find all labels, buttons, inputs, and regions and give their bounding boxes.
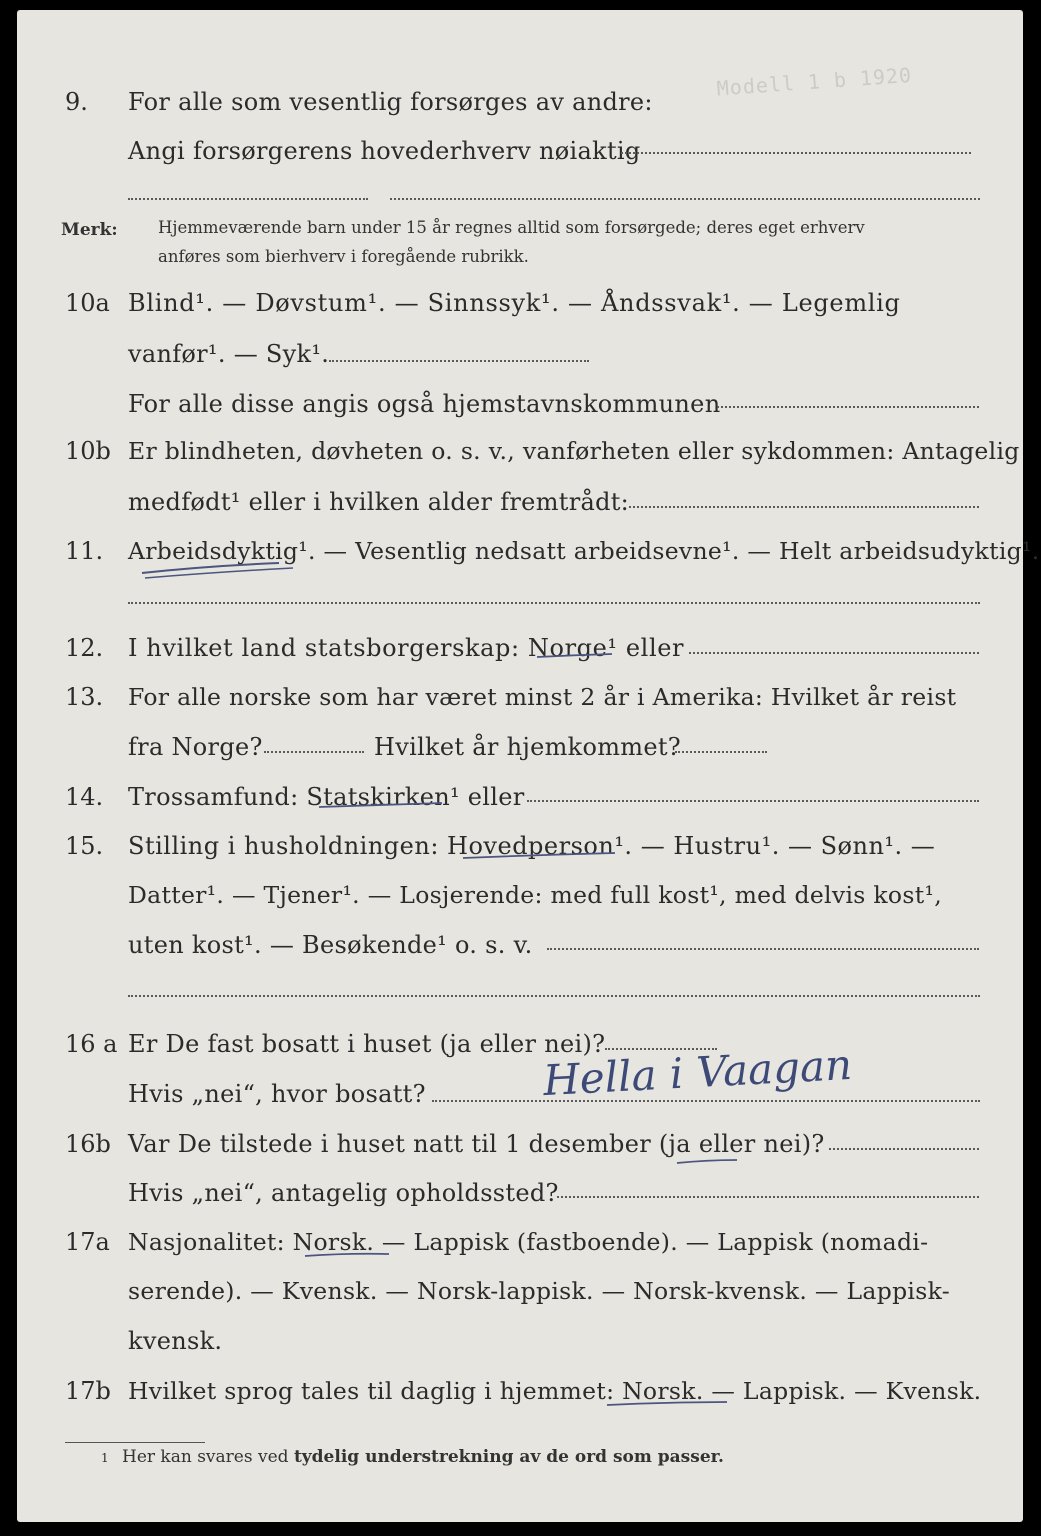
question-number: 10a	[65, 289, 110, 317]
underline-mark	[142, 563, 279, 573]
question-text: fra Norge?	[128, 733, 263, 761]
question-text: Er blindheten, døvheten o. s. v., vanførheten eller sykdommen: Antagelig	[128, 437, 1020, 465]
underline-mark	[305, 1254, 389, 1256]
question-number: 12.	[65, 634, 104, 662]
question-text: Stilling i husholdningen: Hovedperson¹. — Hustru¹. — Sønn¹. —	[128, 832, 936, 860]
question-text: Blind¹. — Døvstum¹. — Sinnssyk¹. — Åndssvak¹. — Legemlig	[128, 289, 901, 317]
question-text: vanfør¹. — Syk¹.	[128, 340, 330, 368]
pencil-marks	[17, 10, 1023, 1522]
question-text: Hvis „nei“, antagelig opholdssted?	[128, 1179, 559, 1207]
question-text: Angi forsørgerens hovederhverv nøiaktig	[128, 137, 641, 165]
question-number: 13.	[65, 683, 104, 711]
question-text: medfødt¹ eller i hvilken alder fremtrådt:	[128, 488, 630, 516]
question-text: Hvilket år hjemkommet?	[374, 733, 681, 761]
question-number: 14.	[65, 783, 104, 811]
underline-mark	[537, 654, 612, 657]
question-number: 17b	[65, 1377, 111, 1405]
question-text: Datter¹. — Tjener¹. — Losjerende: med full kost¹, med delvis kost¹,	[128, 881, 942, 909]
underline-mark	[607, 1402, 727, 1405]
question-text: Er De fast bosatt i huset (ja eller nei)?	[128, 1030, 606, 1058]
question-number: 11.	[65, 537, 104, 565]
underline-mark	[463, 853, 615, 858]
underline-mark	[319, 803, 442, 807]
question-number: 16b	[65, 1130, 111, 1158]
note-label: Merk:	[61, 220, 118, 240]
underline-mark	[677, 1160, 737, 1163]
question-text: uten kost¹. — Besøkende¹ o. s. v.	[128, 931, 533, 959]
question-text: kvensk.	[128, 1327, 223, 1355]
question-number: 16 a	[65, 1030, 118, 1058]
question-text: Nasjonalitet: Norsk. — Lappisk (fastboende). — Lappisk (nomadi-	[128, 1228, 929, 1256]
footnote-mark: 1	[101, 1451, 109, 1465]
question-number: 15.	[65, 832, 104, 860]
question-number: 9.	[65, 88, 88, 116]
handwritten-answer: Hella i Vaagan	[541, 1039, 854, 1106]
question-text: serende). — Kvensk. — Norsk-lappisk. — Norsk-kvensk. — Lappisk-	[128, 1277, 950, 1305]
footnote-text-bold: tydelig understrekning av de ord som passer.	[293, 1447, 724, 1467]
question-text: Trossamfund: Statskirken¹ eller	[128, 783, 525, 811]
question-text: Var De tilstede i huset natt til 1 desember (ja eller nei)?	[128, 1130, 825, 1158]
note-text: Hjemmeværende barn under 15 år regnes alltid som forsørgede; deres eget erhverv	[158, 218, 865, 237]
question-text: For alle som vesentlig forsørges av andre:	[128, 88, 653, 116]
question-text: Hvis „nei“, hvor bosatt?	[128, 1080, 426, 1108]
question-text: I hvilket land statsborgerskap: Norge¹ eller	[128, 634, 685, 662]
footnote-rule	[65, 1442, 205, 1443]
question-text: Hvilket sprog tales til daglig i hjemmet: Norsk. — Lappisk. — Kvensk.	[128, 1377, 982, 1405]
note-text: anføres som bierhverv i foregående rubrikk.	[158, 247, 529, 266]
bleed-through-stamp: Modell 1 b 1920	[715, 62, 913, 101]
footnote-text	[122, 1447, 724, 1467]
question-text: Arbeidsdyktig¹. — Vesentlig nedsatt arbeidsevne¹. — Helt arbeidsudyktig¹.	[128, 537, 1040, 565]
question-number: 17a	[65, 1228, 110, 1256]
question-text: For alle disse angis også hjemstavnskommunen	[128, 390, 721, 418]
footnote-text-normal: Her kan svares ved	[122, 1447, 294, 1467]
question-text: For alle norske som har været minst 2 år i Amerika: Hvilket år reist	[128, 683, 957, 711]
census-form-page	[17, 10, 1040, 1522]
question-number: 10b	[65, 437, 111, 465]
